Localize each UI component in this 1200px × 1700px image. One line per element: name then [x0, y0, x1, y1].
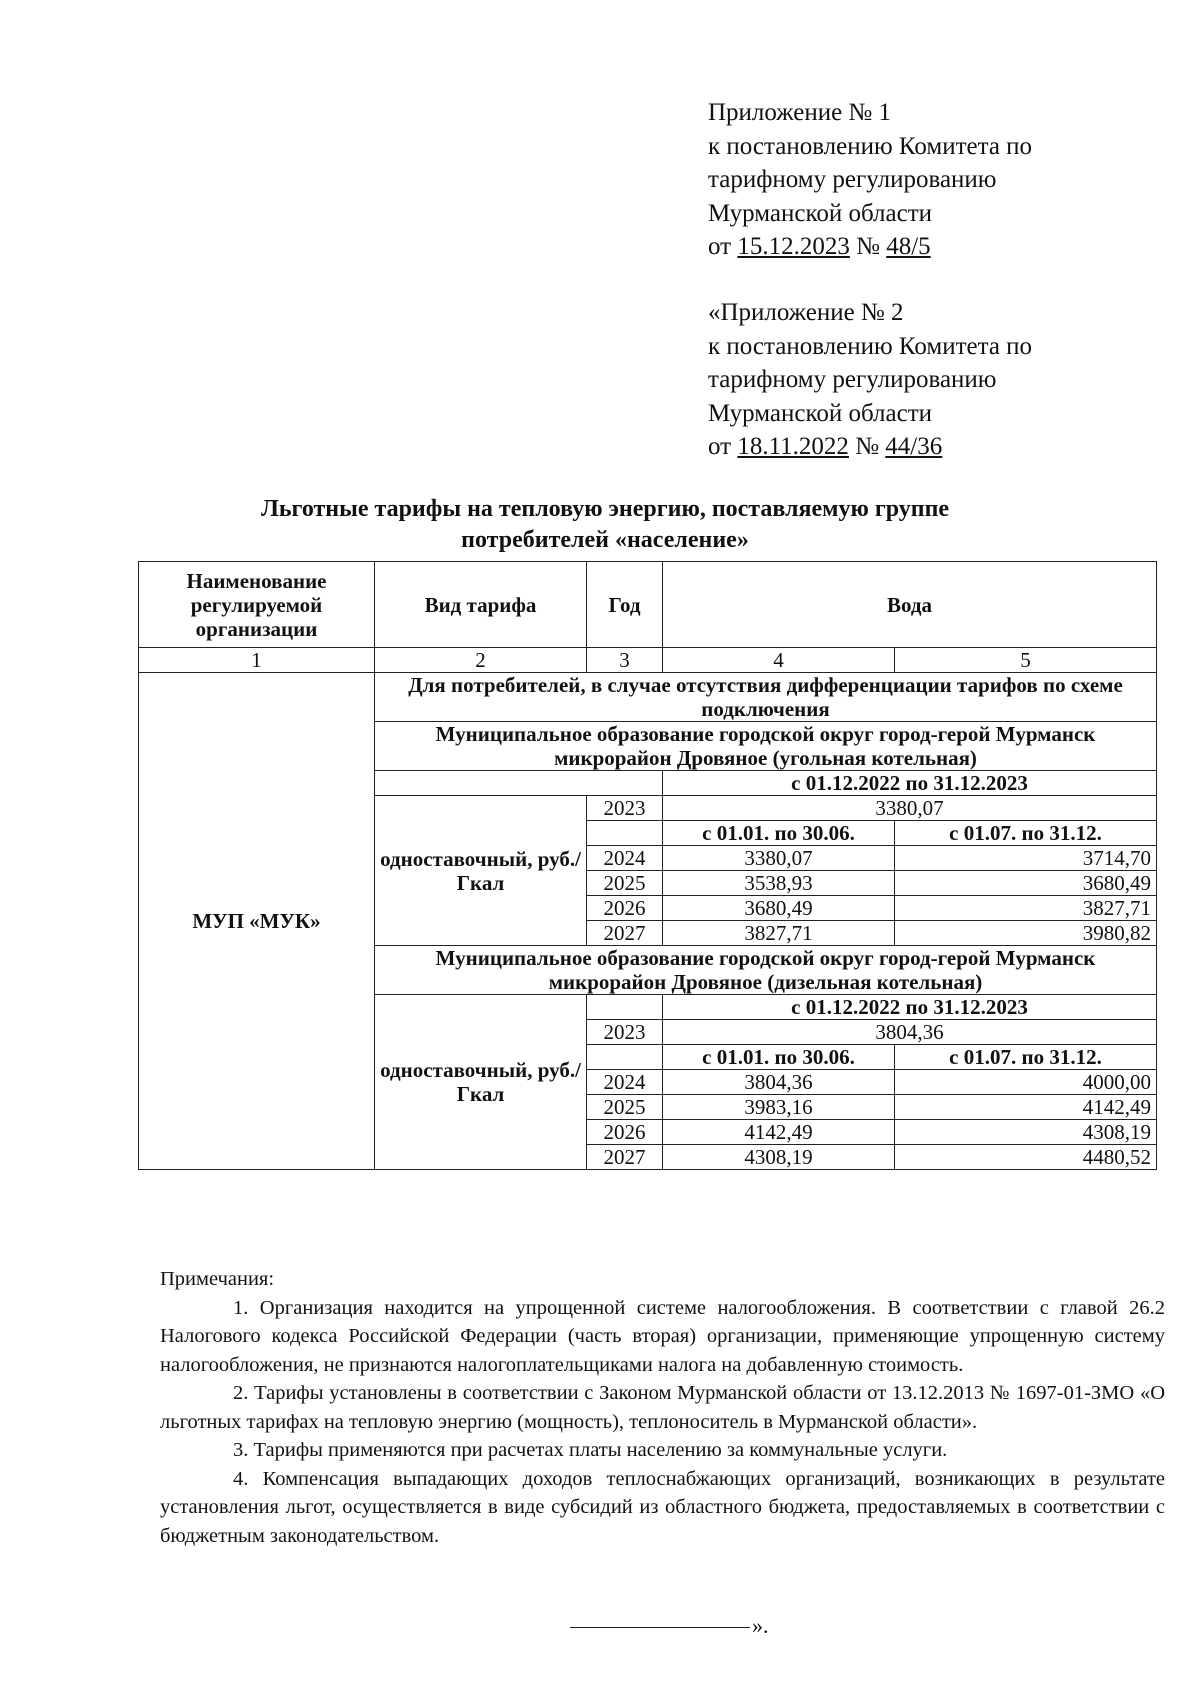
closing-rule — [570, 1627, 750, 1628]
section-all-consumers: Для потребителей, в случае отсутствия дифференциации тарифов по схеме подключения — [375, 673, 1157, 722]
appendix-1-line1: Приложение № 1 — [708, 99, 892, 126]
appendix-1-header — [708, 96, 1032, 264]
value-half1: 3983,16 — [663, 1095, 895, 1120]
note-1: 1. Организация находится на упрощенной системе налогообложения. В соответствии с главой 26.2 Налогового кодекса Российской Федерации (часть вторая) организации, применяющие упрощенную систему налогообложения, не признаются налогоплательщиками налога на добавленную стоимость. — [160, 1296, 1165, 1376]
value-half2: 3714,70 — [895, 846, 1157, 871]
block-2-half2-header: с 01.07. по 31.12. — [895, 1045, 1157, 1070]
value-half1: 3380,07 — [663, 846, 895, 871]
year-cell: 2026 — [587, 1120, 663, 1145]
col-number-1: 1 — [139, 648, 375, 673]
notes-heading: Примечания: — [160, 1268, 275, 1290]
header-organization: Наименование регулируемой организации — [139, 562, 375, 648]
empty-cell — [375, 771, 663, 796]
value-half2: 4000,00 — [895, 1070, 1157, 1095]
appendix-1-line4: Мурманской области — [708, 199, 933, 227]
col-number-3: 3 — [587, 648, 663, 673]
col-number-2: 2 — [375, 648, 587, 673]
value-half1: 3827,71 — [663, 921, 895, 946]
organization-name: МУП «МУК» — [139, 673, 375, 1170]
value-half1: 4308,19 — [663, 1145, 895, 1170]
appendix-1-date: 15.12.2023 — [737, 233, 850, 260]
year-cell: 2026 — [587, 896, 663, 921]
value-half2: 4480,52 — [895, 1145, 1157, 1170]
block-1-half1-header: с 01.01. по 30.06. — [663, 821, 895, 846]
closing-line — [570, 1613, 769, 1639]
section-all-row — [139, 673, 1157, 722]
col-number-4: 4 — [663, 648, 895, 673]
block-1-title: Муниципальное образование городской округ город-герой Мурманск микрорайон Дровяное (угольная котельная) — [375, 722, 1157, 771]
value-half2: 4308,19 — [895, 1120, 1157, 1145]
note-2: 2. Тарифы установлены в соответствии с Законом Мурманской области от 13.12.2013 № 1697-01-ЗМО «О льготных тарифах на тепловую энергию (мощность), теплоноситель в Мурманской области». — [160, 1382, 1165, 1433]
appendix-1-line2: к постановлению Комитета по — [708, 132, 1033, 160]
header-row — [139, 562, 1157, 648]
column-number-row — [139, 648, 1157, 673]
document-title — [150, 494, 1060, 556]
appendix-1-date-line — [708, 230, 1032, 264]
year-cell: 2025 — [587, 1095, 663, 1120]
appendix-2-line4: Мурманской области — [708, 399, 933, 427]
header-water: Вода — [663, 562, 1157, 648]
tariff-table — [138, 561, 1157, 1170]
header-tariff-type: Вид тарифа — [375, 562, 587, 648]
header-year: Год — [587, 562, 663, 648]
block-2-half1-header: с 01.01. по 30.06. — [663, 1045, 895, 1070]
closing-quote: ». — [752, 1613, 769, 1638]
appendix-2-line3: тарифному регулированию — [708, 366, 997, 393]
empty-cell — [587, 1045, 663, 1070]
block-1-value-2023: 3380,07 — [663, 796, 1157, 821]
number-prefix: № — [849, 233, 887, 260]
date-prefix: от — [708, 433, 738, 460]
block-2-title: Муниципальное образование городской округ город-герой Мурманск микрорайон Дровяное (дизельная котельная) — [375, 946, 1157, 995]
block-1-tariff-type: одноставочный, руб./Гкал — [375, 796, 587, 946]
year-cell: 2027 — [587, 1145, 663, 1170]
number-prefix: № — [848, 433, 886, 460]
notes-section — [160, 1265, 1165, 1550]
empty-cell — [587, 821, 663, 846]
block-1-year-2023: 2023 — [587, 796, 663, 821]
title-line1: Льготные тарифы на тепловую энергию, поставляемую группе — [260, 496, 950, 522]
note-4: 4. Компенсация выпадающих доходов теплоснабжающих организаций, возникающих в результате установления льгот, осуществляется в виде субсидий из областного бюджета, предоставляемых в соответствии с бюджетным законодательством. — [160, 1467, 1165, 1547]
block-2-year-2023: 2023 — [587, 1020, 663, 1045]
block-2-period: с 01.12.2022 по 31.12.2023 — [663, 995, 1157, 1020]
date-prefix: от — [708, 233, 738, 260]
value-half2: 3980,82 — [895, 921, 1157, 946]
appendix-2-date-line — [708, 430, 1032, 464]
appendix-2-date: 18.11.2022 — [737, 433, 849, 460]
appendix-2-line1: «Приложение № 2 — [708, 299, 904, 326]
appendix-2-line2: к постановлению Комитета по — [708, 332, 1033, 360]
empty-cell — [587, 995, 663, 1020]
appendix-2-header — [708, 296, 1032, 464]
year-cell: 2027 — [587, 921, 663, 946]
appendix-1-line3: тарифному регулированию — [708, 166, 997, 193]
value-half1: 3804,36 — [663, 1070, 895, 1095]
col-number-5: 5 — [895, 648, 1157, 673]
year-cell: 2024 — [587, 846, 663, 871]
block-2-tariff-type: одноставочный, руб./Гкал — [375, 995, 587, 1170]
value-half1: 3538,93 — [663, 871, 895, 896]
value-half2: 4142,49 — [895, 1095, 1157, 1120]
value-half1: 4142,49 — [663, 1120, 895, 1145]
block-1-period: с 01.12.2022 по 31.12.2023 — [663, 771, 1157, 796]
appendix-2-number: 44/36 — [885, 433, 943, 460]
year-cell: 2024 — [587, 1070, 663, 1095]
value-half2: 3680,49 — [895, 871, 1157, 896]
value-half2: 3827,71 — [895, 896, 1157, 921]
note-3: 3. Тарифы применяются при расчетах платы населению за коммунальные услуги. — [233, 1439, 948, 1461]
block-1-half2-header: с 01.07. по 31.12. — [895, 821, 1157, 846]
year-cell: 2025 — [587, 871, 663, 896]
appendix-1-number: 48/5 — [886, 233, 931, 260]
title-line2: потребителей «население» — [461, 527, 749, 553]
value-half1: 3680,49 — [663, 896, 895, 921]
block-2-value-2023: 3804,36 — [663, 1020, 1157, 1045]
